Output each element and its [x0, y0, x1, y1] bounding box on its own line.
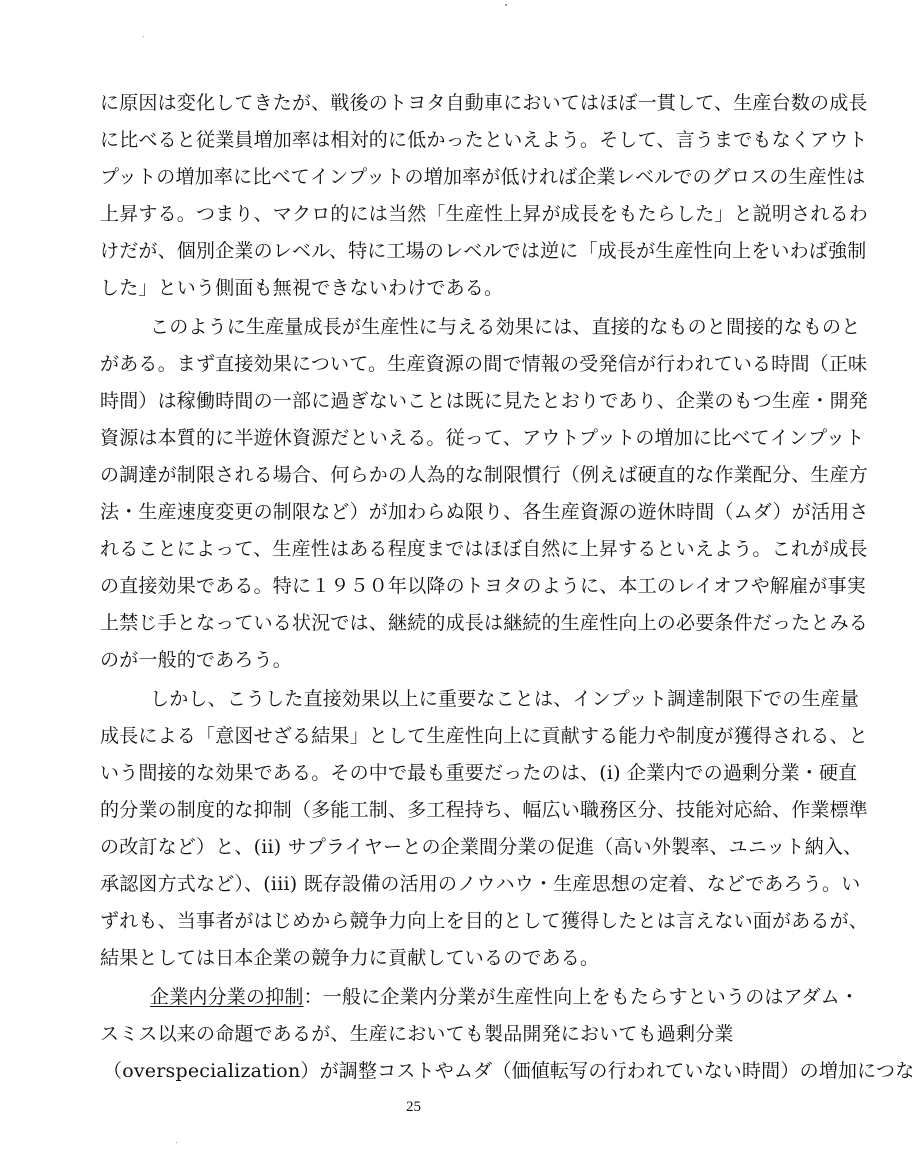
scan-speck	[505, 4, 507, 6]
body-line: いう間接的な効果である。その中で最も重要だったのは、(i) 企業内での過剰分業・硬直	[100, 762, 858, 784]
scan-speck	[143, 36, 144, 37]
body-line: 上昇する。つまり、マクロ的には当然「生産性上昇が成長をもたらした」と説明されるわ	[100, 203, 869, 225]
body-line: 法・生産速度変更の制限など）が加わらぬ限り、各生産資源の遊休時間（ムダ）が活用さ	[100, 501, 869, 523]
body-line: プットの増加率に比べてインプットの増加率が低ければ企業レベルでのグロスの生産性は	[100, 166, 866, 188]
body-line: がある。まず直接効果について。生産資源の間で情報の受発信が行われている時間（正味	[100, 353, 868, 375]
body-line: のが一般的であろう。	[100, 649, 293, 671]
body-line: した」という側面も無視できないわけである。	[100, 277, 504, 299]
subheading-continuation: ：一般に企業内分業が生産性向上をもたらすというのはアダム・	[303, 986, 860, 1008]
body-line: に比べると従業員増加率は相対的に低かったといえよう。そして、言うまでもなくアウト	[100, 129, 868, 151]
body-line: の改訂など）と、(ii) サプライヤーとの企業間分業の促進（高い外製率、ユニット納入、	[100, 836, 863, 858]
body-line: ずれも、当事者がはじめから競争力向上を目的として獲得したとは言えない面があるが、	[100, 910, 869, 932]
body-line: （overspecialization）が調整コストやムダ（価値転写の行われていない時間）の増加につな	[103, 1060, 914, 1082]
body-line: れることによって、生産性はある程度まではほぼ自然に上昇するといえよう。これが成長	[100, 538, 868, 560]
body-line: 承認図方式など）、(iii) 既存設備の活用のノウハウ・生産思想の定着、などであろう。い	[100, 873, 861, 895]
body-line: の直接効果である。特に１９５０年以降のトヨタのように、本工のレイオフや解雇が事実	[100, 575, 866, 597]
page-number: 25	[406, 1099, 421, 1115]
subheading-line	[150, 984, 860, 1010]
body-line: スミス以来の命題であるが、生産においても製品開発においても過剰分業	[100, 1023, 734, 1045]
body-line: けだが、個別企業のレベル、特に工場のレベルでは逆に「成長が生産性向上をいわば強制	[100, 240, 867, 262]
body-line: の調達が制限される場合、何らかの人為的な制限慣行（例えば硬直的な作業配分、生産方	[100, 464, 869, 486]
paragraph-start-line: しかし、こうした直接効果以上に重要なことは、インプット調達制限下での生産量	[150, 688, 860, 710]
body-line: 上禁じ手となっている状況では、継続的成長は継続的生産性向上の必要条件だったとみる	[100, 612, 869, 634]
section-subheading: 企業内分業の抑制	[150, 986, 304, 1008]
body-line: 成長による「意図せざる結果」として生産性向上に貢献する能力や制度が獲得される、と	[100, 725, 869, 747]
paragraph-start-line: このように生産量成長が生産性に与える効果には、直接的なものと間接的なものと	[150, 316, 861, 338]
body-line: に原因は変化してきたが、戦後のトヨタ自動車においてはほぼ一貫して、生産台数の成長	[100, 92, 868, 114]
body-line: 的分業の制度的な抑制（多能工制、多工程持ち、幅広い職務区分、技能対応給、作業標準	[100, 799, 869, 821]
body-line: 結果としては日本企業の競争力に貢献しているのである。	[100, 947, 600, 969]
scan-speck	[176, 1142, 177, 1143]
body-line: 時間）は稼働時間の一部に過ぎないことは既に見たとおりであり、企業のもつ生産・開発	[100, 390, 869, 412]
body-line: 資源は本質的に半遊休資源だといえる。従って、アウトプットの増加に比べてインプット	[100, 427, 865, 449]
